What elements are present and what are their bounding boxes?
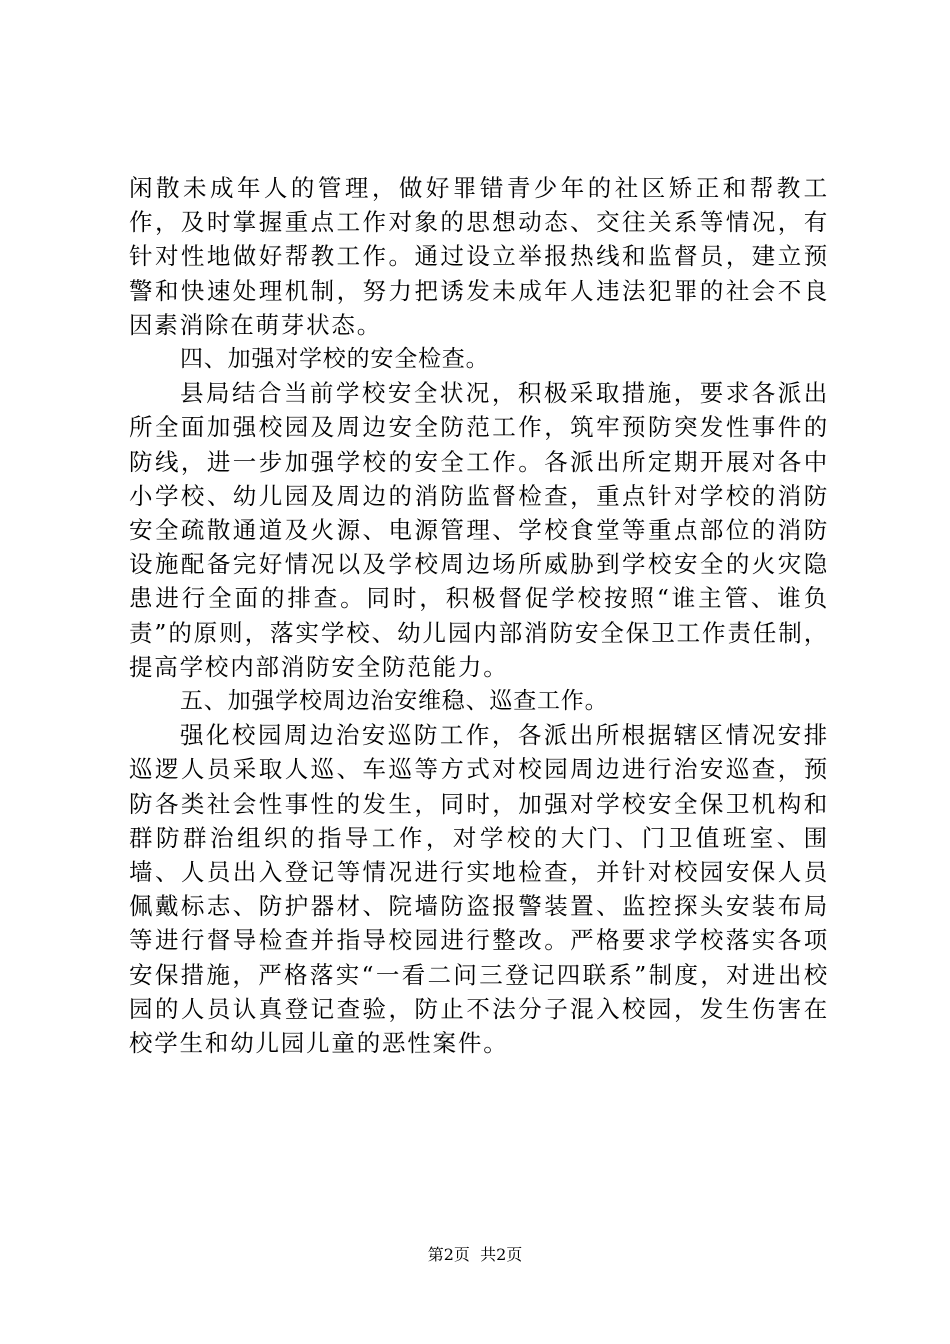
page-number: 第2页 共2页 <box>427 1245 523 1264</box>
document-body <box>129 171 829 1060</box>
section-heading: 四、加强对学校的安全检查。 <box>180 346 490 373</box>
page-footer <box>0 1245 950 1265</box>
section-heading: 五、加强学校周边治安维稳、巡查工作。 <box>180 688 609 715</box>
body-paragraph: 强化校园周边治安巡防工作，各派出所根据辖区情况安排巡逻人员采取人巡、车巡等方式对校园周边进行治安巡查，预防各类社会性事性的发生，同时，加强对学校安全保卫机构和群防群治组织的指导工作，对学校的大门、门卫值班室、围墙、人员出入登记等情况进行实地检查，并针对校园安保人员佩戴标志、防护器材、院墙防盗报警装置、监控探头安装布局等进行督导检查并指导校园进行整改。严格要求学校落实各项安保措施，严格落实“一看二问三登记四联系”制度，对进出校园的人员认真登记查验，防止不法分子混入校园，发生伤害在校学生和幼儿园儿童的恶性案件。 <box>129 721 829 1058</box>
body-paragraph: 闲散未成年人的管理，做好罪错青少年的社区矫正和帮教工作，及时掌握重点工作对象的思想动态、交往关系等情况，有针对性地做好帮教工作。通过设立举报热线和监督员，建立预警和快速处理机制，努力把诱发未成年人违法犯罪的社会不良因素消除在萌芽状态。 <box>129 174 829 339</box>
body-paragraph: 县局结合当前学校安全状况，积极采取措施，要求各派出所全面加强校园及周边安全防范工作，筑牢预防突发性事件的防线，进一步加强学校的安全工作。各派出所定期开展对各中小学校、幼儿园及周边的消防监督检查，重点针对学校的消防安全疏散通道及火源、电源管理、学校食堂等重点部位的消防设施配备完好情况以及学校周边场所威胁到学校安全的火灾隐患进行全面的排查。同时，积极督促学校按照“谁主管、谁负责”的原则，落实学校、幼儿园内部消防安全保卫工作责任制，提高学校内部消防安全防范能力。 <box>129 379 829 681</box>
